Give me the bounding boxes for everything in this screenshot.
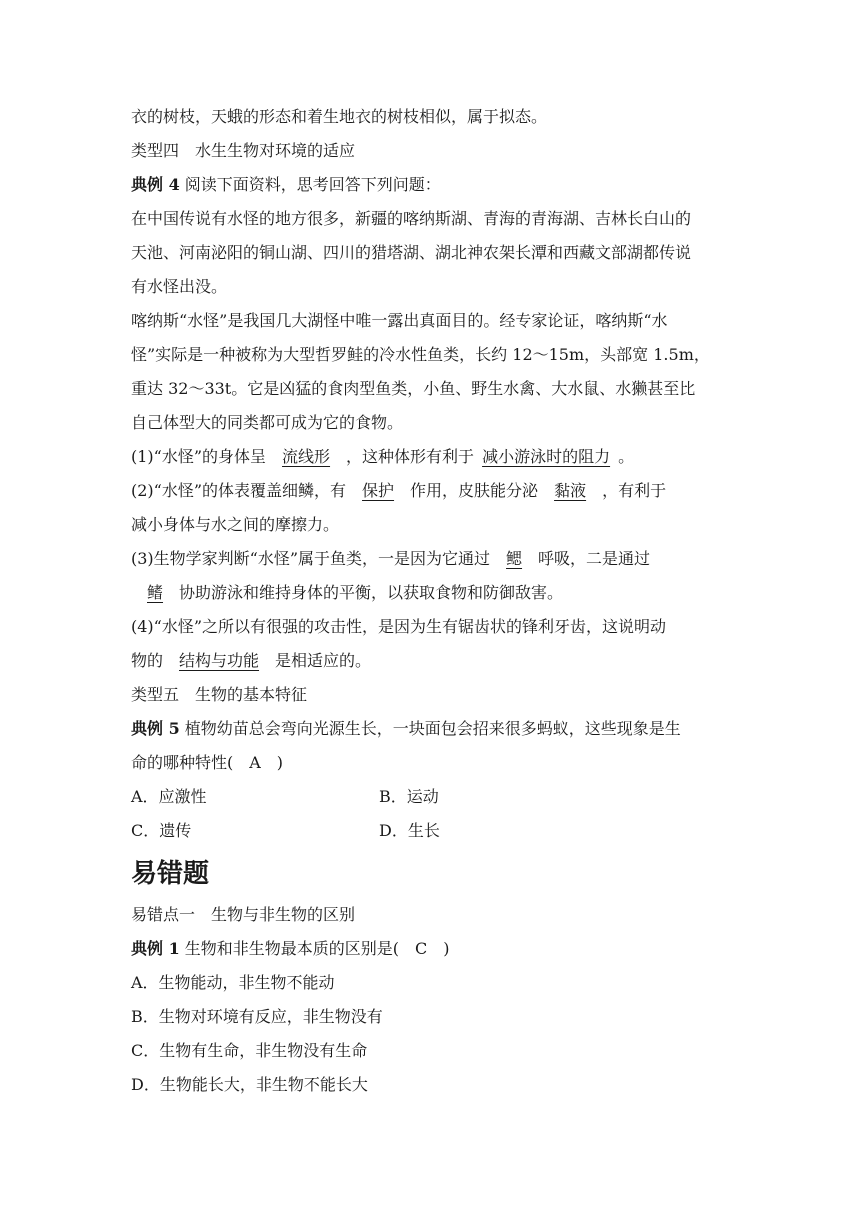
example-5-prompt	[131, 712, 731, 746]
option-a: A．应激性	[131, 787, 207, 806]
example-label: 典例 1	[131, 939, 180, 958]
option-d: D．生物能长大，非生物不能长大	[131, 1075, 368, 1094]
answer-blank: 保护	[362, 481, 395, 500]
question-text: 呼吸，二是通过	[538, 549, 651, 568]
question-text: 是相适应的。	[275, 651, 372, 670]
example-1-prompt	[131, 932, 731, 966]
document-body	[131, 100, 731, 1102]
section-title-type4: 类型四 水生生物对环境的适应	[131, 141, 356, 160]
question-text: ，这种体形有利于	[346, 447, 475, 466]
text-line: 重达 32～33t。它是凶猛的食肉型鱼类，小鱼、野生水禽、大水鼠、水獭甚至比	[131, 379, 696, 398]
text-line: 怪”实际是一种被称为大型哲罗鲑的冷水性鱼类，长约 12～15m，头部宽 1.5m，	[131, 345, 710, 364]
text-line: 衣的树枝，天蛾的形态和着生地衣的树枝相似，属于拟态。	[131, 107, 548, 126]
example-text: 植物幼苗总会弯向光源生长，一块面包会招来很多蚂蚁，这些现象是生	[179, 719, 681, 738]
answer-blank: 流线形	[282, 447, 331, 466]
option-c: C．生物有生命，非生物没有生命	[131, 1041, 368, 1060]
section-heading: 易错题	[131, 859, 210, 889]
text-line: 命的哪种特性( A )	[131, 753, 284, 772]
question-text: 物的	[131, 651, 164, 670]
text-line: 有水怪出没。	[131, 277, 228, 296]
question-text: (3)生物学家判断“水怪”属于鱼类，一是因为它通过	[131, 549, 491, 568]
question-4-cont	[131, 644, 731, 678]
example-text: 生物和非生物最本质的区别是( C )	[179, 939, 450, 958]
answer-blank: 黏液	[554, 481, 587, 500]
text-line: 在中国传说有水怪的地方很多，新疆的喀纳斯湖、青海的青海湖、吉林长白山的	[131, 209, 692, 228]
text-line: 减小身体与水之间的摩擦力。	[131, 515, 340, 534]
question-4: (4)“水怪”之所以有很强的攻击性，是因为生有锯齿状的锋利牙齿，这说明动	[131, 617, 667, 636]
answer-blank: 鳃	[506, 549, 523, 568]
answer-blank: 鳍	[147, 583, 164, 602]
question-text: (1)“水怪”的身体呈	[131, 447, 267, 466]
example-4-prompt	[131, 168, 731, 202]
section-title-type5: 类型五 生物的基本特征	[131, 685, 308, 704]
answer-blank: 结构与功能	[179, 651, 260, 670]
question-2	[131, 474, 731, 508]
question-3	[131, 542, 731, 576]
question-1	[131, 440, 731, 474]
text-line: 天池、河南泌阳的铜山湖、四川的猎塔湖、湖北神农架长潭和西藏文部湖都传说	[131, 243, 692, 262]
example-label: 典例 5	[131, 719, 180, 738]
option-a: A．生物能动，非生物不能动	[131, 973, 335, 992]
options-row	[131, 780, 731, 814]
text-line: 自己体型大的同类都可成为它的食物。	[131, 413, 404, 432]
options-row	[131, 814, 731, 848]
example-label: 典例 4	[131, 175, 180, 194]
error-point-title: 易错点一 生物与非生物的区别	[131, 905, 356, 924]
question-text: 作用，皮肤能分泌	[410, 481, 539, 500]
question-text: 。	[618, 447, 635, 466]
text-line: 喀纳斯“水怪”是我国几大湖怪中唯一露出真面目的。经专家论证，喀纳斯“水	[131, 311, 668, 330]
option-b: B．运动	[379, 787, 439, 806]
question-3-cont	[131, 576, 731, 610]
option-b: B．生物对环境有反应，非生物没有	[131, 1007, 383, 1026]
option-d: D．生长	[379, 821, 440, 840]
question-text: (2)“水怪”的体表覆盖细鳞，有	[131, 481, 347, 500]
option-c: C．遗传	[131, 821, 192, 840]
question-text: ，有利于	[602, 481, 667, 500]
answer-blank: 减小游泳时的阻力	[482, 447, 611, 466]
example-text: 阅读下面资料，思考回答下列问题：	[179, 175, 441, 194]
question-text: 协助游泳和维持身体的平衡，以获取食物和防御敌害。	[179, 583, 564, 602]
